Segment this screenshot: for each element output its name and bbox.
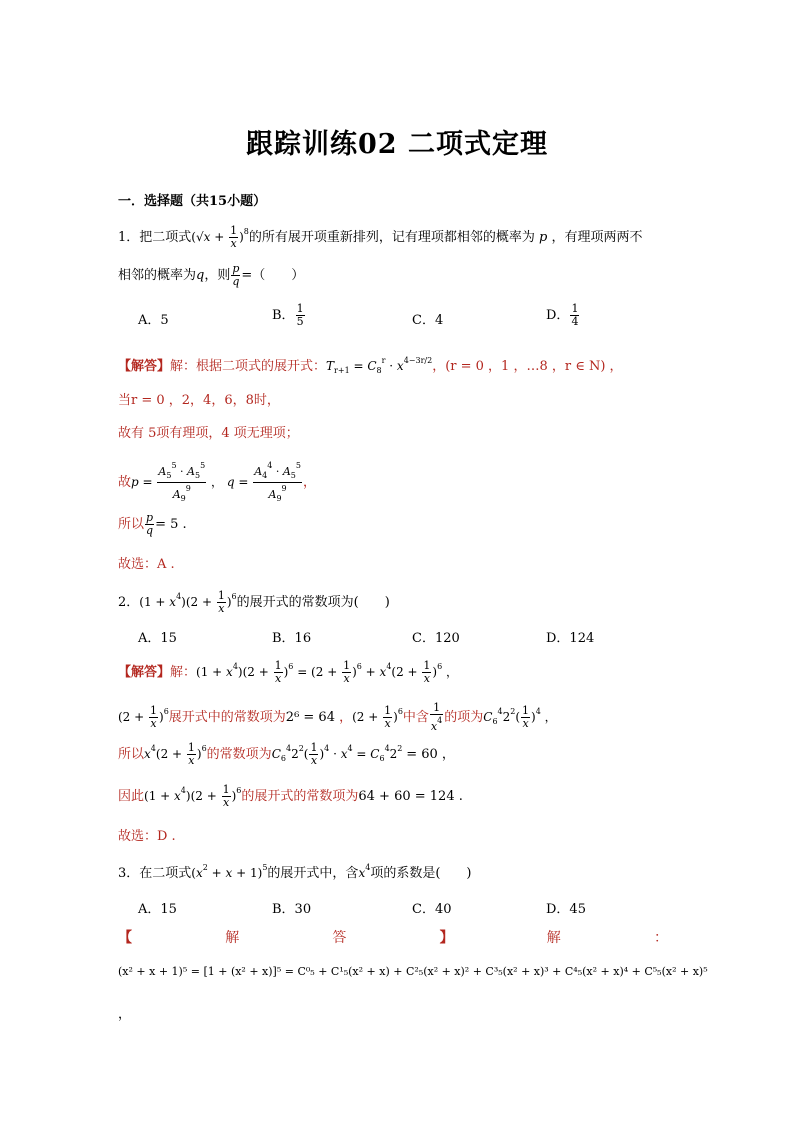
q2-option-d[interactable]: D．124 bbox=[546, 631, 595, 646]
q2-answer-line1: 【解答】解：$(1 + x^4)(2$ + $\frac{1}{x}$ )$^6$ = (2 + $\frac{1}{x}$ )$^6 + x^4(2$ + $\frac{1}{x}$ )$^6$ ， bbox=[118, 659, 459, 685]
q2-answer-line3: 所以$x^4(2$ + $\frac{1}{x}$ )$^6$的常数项为$C_6^42^2$( $\frac{1}{x}$ )$^4 \cdot x^4 = C_6^42^2 = 60$ ， bbox=[118, 741, 455, 767]
q1-number: 1． bbox=[118, 230, 140, 245]
q1-option-c[interactable]: C．4 bbox=[412, 313, 444, 328]
q1-option-a[interactable]: A．5 bbox=[138, 313, 169, 328]
q1-answer-line3: 故有 5项有理项，4 项无理项； bbox=[118, 426, 299, 441]
q3-answer-label: 【 解 答 】 解 ： bbox=[118, 930, 668, 946]
q1-option-d[interactable]: D． $\frac{1}{4}$ bbox=[546, 302, 579, 328]
q1-stem-line2: 相邻的概率为q，则 $\frac{p}{q}$ =（ ） bbox=[118, 262, 305, 288]
q1-answer-line5: 所以 $\frac{p}{q}$ = 5 . bbox=[118, 511, 187, 537]
q2-answer-line2: (2 + $\frac{1}{x}$ )$^6$展开式中的常数项为2⁶ = 64 ，(2 + $\frac{1}{x}$ )$^6$中含 $\frac{1}{x^4}$ 的项为$C_6^42^2$( $\frac{1}{x}$ )$^4$ ， bbox=[118, 701, 557, 733]
q1-general-term: $T_{r+1} = C_8^r \cdot x^{4-3r/2}$ bbox=[326, 356, 433, 375]
q3-option-d[interactable]: D．45 bbox=[546, 902, 586, 917]
q3-option-c[interactable]: C．40 bbox=[412, 902, 452, 917]
q1-stem-line1: 1．把二项式(√x + $\frac{1}{x}$ )$^8$的所有展开项重新排列，记有理项都相邻的概率为 p ，有理项两两不 bbox=[118, 224, 643, 250]
answer-label: 【解答】 bbox=[118, 359, 171, 374]
q2-stem: 2．$(1 + x^4)(2$ + $\frac{1}{x}$ )$^6$的展开式的常数项为( ) bbox=[118, 589, 390, 615]
q2-answer-line4: 因此$(1 + x^4)(2$ + $\frac{1}{x}$ )$^6$的展开式的常数项为64 + 60 = 124 . bbox=[118, 783, 463, 809]
page-title: 跟踪训练02 二项式定理 bbox=[246, 129, 548, 160]
q3-answer-comma: ， bbox=[118, 1007, 132, 1022]
q2-option-a[interactable]: A．15 bbox=[138, 631, 177, 646]
q2-option-c[interactable]: C．120 bbox=[412, 631, 460, 646]
q1-option-b[interactable]: B． $\frac{1}{5}$ bbox=[272, 302, 304, 328]
q1-ratio: $\frac{p}{q}$ bbox=[232, 262, 240, 288]
q1-answer-line4: 故p = $\frac{A_5^5 \cdot A_5^5}{A_9^9}$ ， q = $\frac{A_4^4 \cdot A_5^5}{A_9^9}$ ， bbox=[118, 461, 316, 503]
q3-stem: 3．在二项式$(x^2 + x + 1)^5$的展开式中，含$x^4$项的系数是( ) bbox=[118, 863, 472, 881]
q1-answer-line6: 故选：A . bbox=[118, 557, 175, 572]
q1-answer-line1: 【解答】解：根据二项式的展开式：$T_{r+1} = C_8^r \cdot x^{4-3r/2}$，(r = 0 ，1 ，…8 ，r ∈ N) ， bbox=[118, 356, 623, 375]
q2-option-b[interactable]: B．16 bbox=[272, 631, 312, 646]
q3-option-a[interactable]: A．15 bbox=[138, 902, 177, 917]
q1-answer-line2: 当r = 0 ，2，4，6，8时， bbox=[118, 393, 280, 408]
q3-answer-formula: (x² + x + 1)⁵ = [1 + (x² + x)]⁵ = C⁰₅ + C¹₅(x² + x) + C²₅(x² + x)² + C³₅(x² + x)³ + C⁴₅(x² + x)⁴ + C⁵₅(x² + x)⁵ bbox=[118, 965, 708, 978]
q2-answer-line5: 故选：D . bbox=[118, 829, 176, 844]
q3-option-b[interactable]: B．30 bbox=[272, 902, 312, 917]
q1-binomial: (√x + $\frac{1}{x}$ )$^8$ bbox=[191, 224, 249, 250]
section-heading: 一．选择题（共15小题） bbox=[118, 194, 267, 209]
